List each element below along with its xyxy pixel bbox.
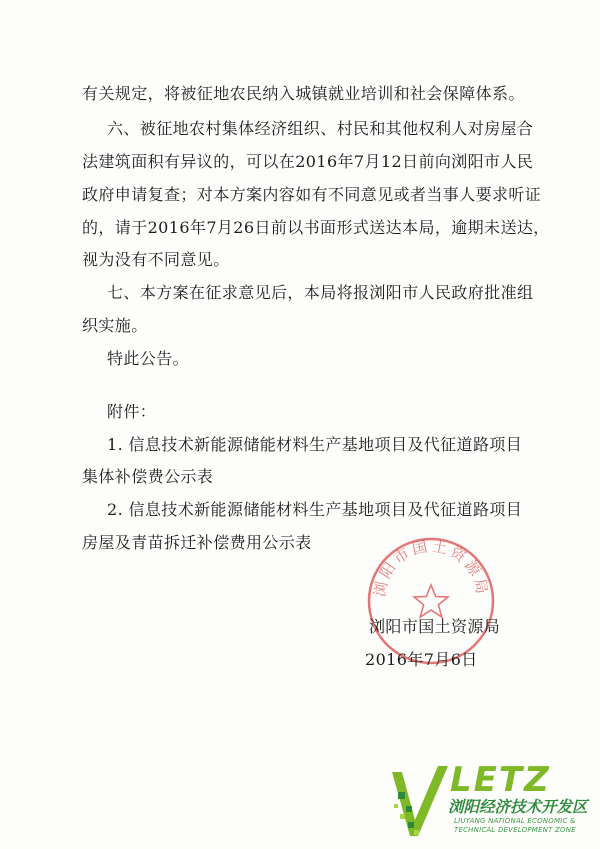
attachment-item: 2. 信息技术新能源储能材料生产基地项目及代征道路项目 (107, 500, 523, 519)
official-seal (365, 535, 497, 667)
closing-notice: 特此公告。 (107, 349, 190, 368)
seal-text: 浏阳市国土资源局 (370, 536, 492, 599)
logo-name-cn: 浏阳经济技术开发区 (448, 798, 588, 816)
body-line: 六、被征地农村集体经济组织、村民和其他权利人对房屋合 (107, 119, 534, 138)
attachment-item-cont: 房屋及青苗拆迁补偿费用公示表 (82, 533, 312, 552)
body-line: 织实施。 (82, 316, 148, 335)
svg-text:浏阳市国土资源局 (370, 537, 491, 598)
star-icon (414, 585, 448, 617)
v-mark-icon (388, 762, 452, 844)
signature-date: 2016年7月6日 (365, 650, 478, 669)
body-line: 有关规定，将被征地农民纳入城镇就业培训和社会保障体系。 (82, 84, 525, 103)
body-line: 视为没有不同意见。 (82, 250, 230, 269)
body-line: 七、本方案在征求意见后，本局将报浏阳市人民政府批准组 (107, 283, 534, 302)
attachment-item: 1. 信息技术新能源储能材料生产基地项目及代征道路项目 (107, 435, 523, 454)
attachment-item-cont: 集体补偿费公示表 (82, 467, 214, 486)
attachments-heading: 附件： (107, 402, 157, 421)
body-line: 法建筑面积有异议的，可以在2016年7月12日前向浏阳市人民 (82, 152, 534, 171)
body-line: 的，请于2016年7月26日前以书面形式送达本局，逾期未送达， (82, 218, 550, 237)
logo-title: LETZ (450, 760, 551, 800)
body-line: 政府申请复查；对本方案内容如有不同意见或者当事人要求听证 (82, 185, 542, 204)
letz-logo (388, 762, 596, 844)
signature-org: 浏阳市国土资源局 (369, 617, 501, 636)
logo-name-en: LIUYANG NATIONAL ECONOMIC & TECHNICAL DEVELOPMENT ZONE (454, 817, 576, 834)
